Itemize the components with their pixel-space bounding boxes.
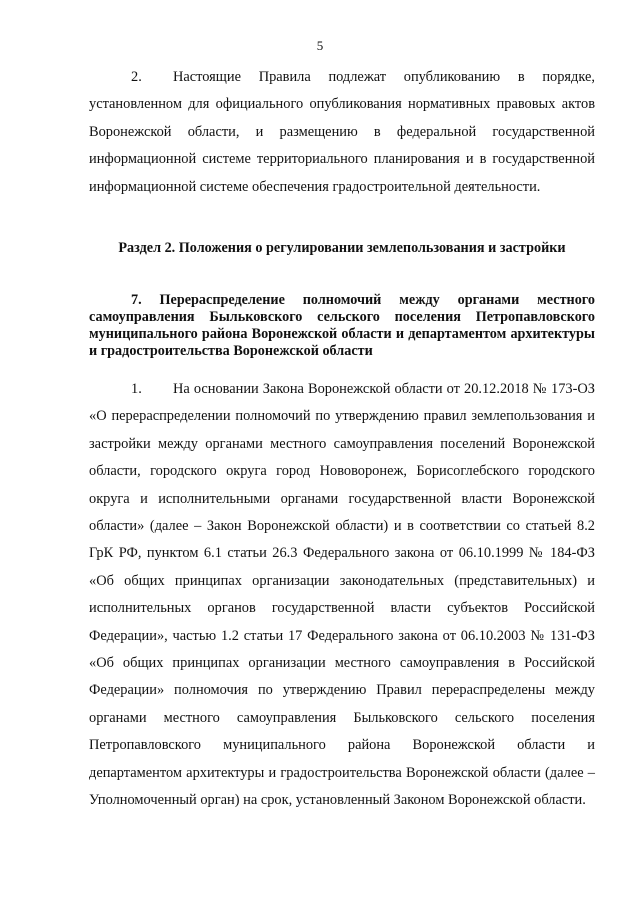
paragraph-publication <box>89 64 595 201</box>
paragraph-text: Настоящие Правила подлежат опубликованию в порядке, установленном для официального опубликования нормативных правовых актов Воронежской области, и размещению в федеральной государственной информационной системе территориального планирования и в государственной информационной системе обеспечения градостроительной деятельности. <box>89 69 595 195</box>
paragraph-number: 2. <box>131 69 142 85</box>
subsection-heading <box>89 292 595 360</box>
paragraph-text: На основании Закона Воронежской области от 20.12.2018 № 173-ОЗ «О перераспределении полномочий по утверждению правил землепользования и застройки между органами местного самоуправления поселений Воронежской области, городского округа город Нововоронеж, Борисоглебского городского округа и исполнительными органами государственной власти Воронежской области» (далее – Закон Воронежской области) и в соответствии со статьей 8.2 ГрК РФ, пунктом 6.1 статьи 26.3 Федерального закона от 06.10.1999 № 184-ФЗ «Об общих принципах организации законодательных (представительных) и исполнительных органов государственной власти субъектов Российской Федерации», частью 1.2 статьи 17 Федерального закона от 06.10.2003 № 131-ФЗ «Об общих принципах организации местного самоуправления в Российской Федерации» полномочия по утверждению Правил перераспределены между органами местного самоуправления Быльковского сельского поселения Петропавловского муниципального района Воронежской области и департаментом архитектуры и градостроительства Воронежской области (далее – Уполномоченный орган) на срок, установленный Законом Воронежской области. <box>89 381 595 809</box>
paragraph-number: 1. <box>131 381 142 397</box>
page-number: 5 <box>316 38 324 53</box>
section-heading: Раздел 2. Положения о регулировании землепользования и застройки <box>118 240 566 256</box>
paragraph-powers-redistribution <box>89 376 595 815</box>
subsection-heading-text: 7. Перераспределение полномочий между органами местного самоуправления Быльковского сельского поселения Петропавловского муниципального района Воронежской области и департаментом архитектуры и градостроительства Воронежской области <box>89 292 595 359</box>
